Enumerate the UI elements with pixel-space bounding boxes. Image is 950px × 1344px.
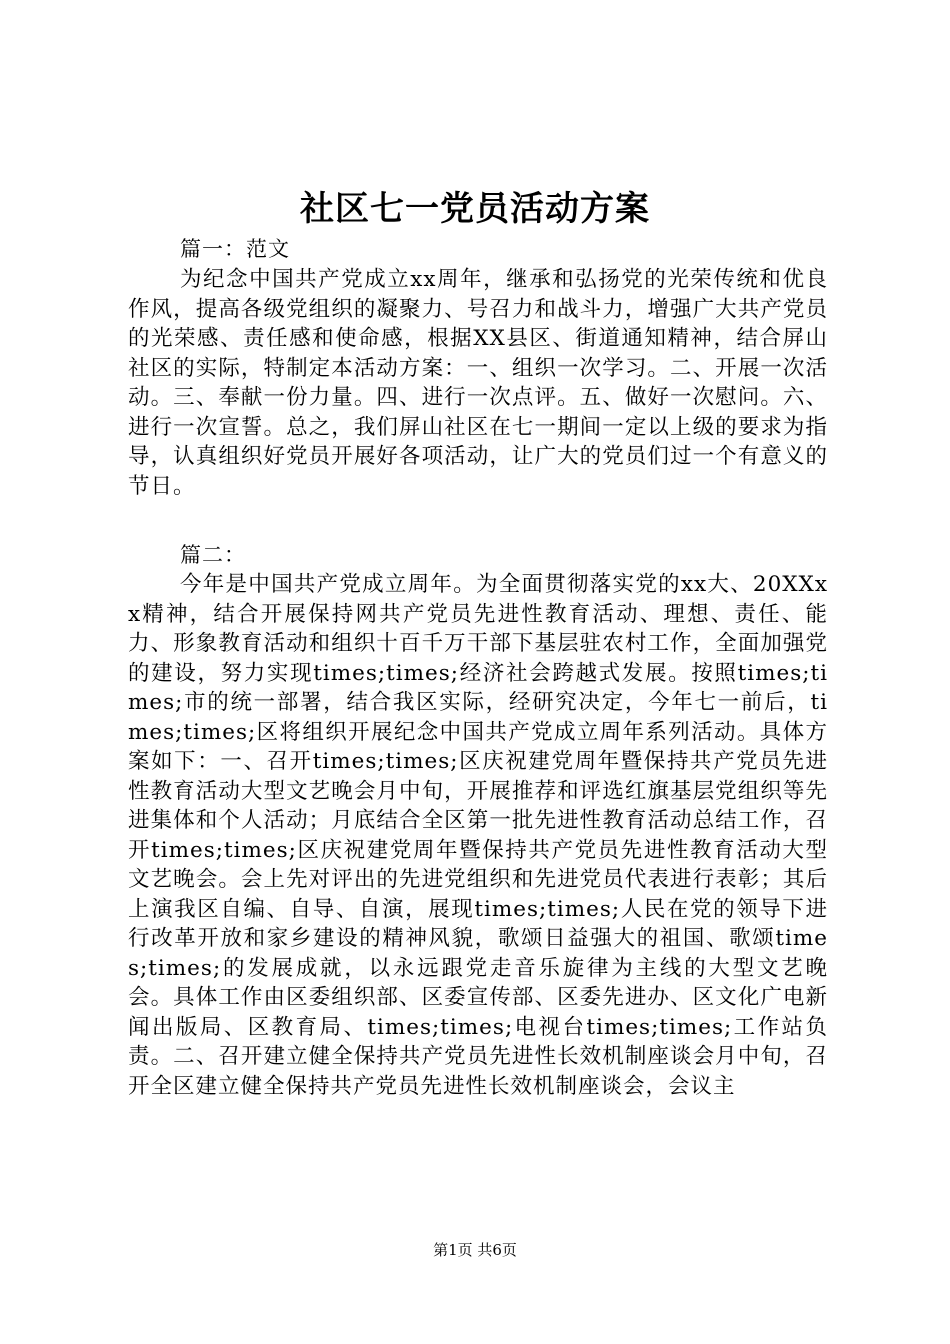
page-number-footer: 第1页 共6页 bbox=[433, 1241, 517, 1259]
section-body-1: 为纪念中国共产党成立xx周年，继承和弘扬党的光荣传统和优良作风，提高各级党组织的凝聚力、号召力和战斗力，增强广大共产党员的光荣感、责任感和使命感，根据XX县区、街道通知精神，结合屏山社区的实际，特制定本活动方案：一、组织一次学习。二、开展一次活动。三、奉献一份力量。四、进行一次点评。五、做好一次慰问。六、进行一次宣誓。总之，我们屏山社区在七一期间一定以上级的要求为指导，认真组织好党员开展好各项活动，让广大的党员们过一个有意义的节日。 bbox=[128, 267, 828, 499]
section-heading-1: 篇一：范文 bbox=[180, 237, 290, 261]
section-body-2: 今年是中国共产党成立周年。为全面贯彻落实党的xx大、20XXxx精神，结合开展保持网共产党员先进性教育活动、理想、责任、能力、形象教育活动和组织十百千万干部下基层驻农村工作，全面加强党的建设，努力实现times;times;经济社会跨越式发展。按照times;times;市的统一部署，结合我区实际，经研究决定，今年七一前后，times;times;区将组织开展纪念中国共产党成立周年系列活动。具体方案如下：一、召开times;times;区庆祝建党周年暨保持共产党员先进性教育活动大型文艺晚会月中旬，开展推荐和评选红旗基层党组织等先进集体和个人活动；月底结合全区第一批先进性教育活动总结工作，召开times;times;区庆祝建党周年暨保持共产党员先进性教育活动大型文艺晚会。会上先对评出的先进党组织和先进党员代表进行表彰；其后上演我区自编、自导、自演，展现times;times;人民在党的领导下进行改革开放和家乡建设的精神风貌，歌颂日益强大的祖国、歌颂times;times;的发展成就，以永远跟党走音乐旋律为主线的大型文艺晚会。具体工作由区委组织部、区委宣传部、区委先进办、区文化广电新闻出版局、区教育局、times;times;电视台times;times;工作站负责。二、召开建立健全保持共产党员先进性长效机制座谈会月中旬，召开全区建立健全保持共产党员先进性长效机制座谈会，会议主 bbox=[128, 572, 828, 1099]
document-title: 社区七一党员活动方案 bbox=[300, 189, 650, 229]
section-heading-2: 篇二： bbox=[180, 543, 246, 567]
